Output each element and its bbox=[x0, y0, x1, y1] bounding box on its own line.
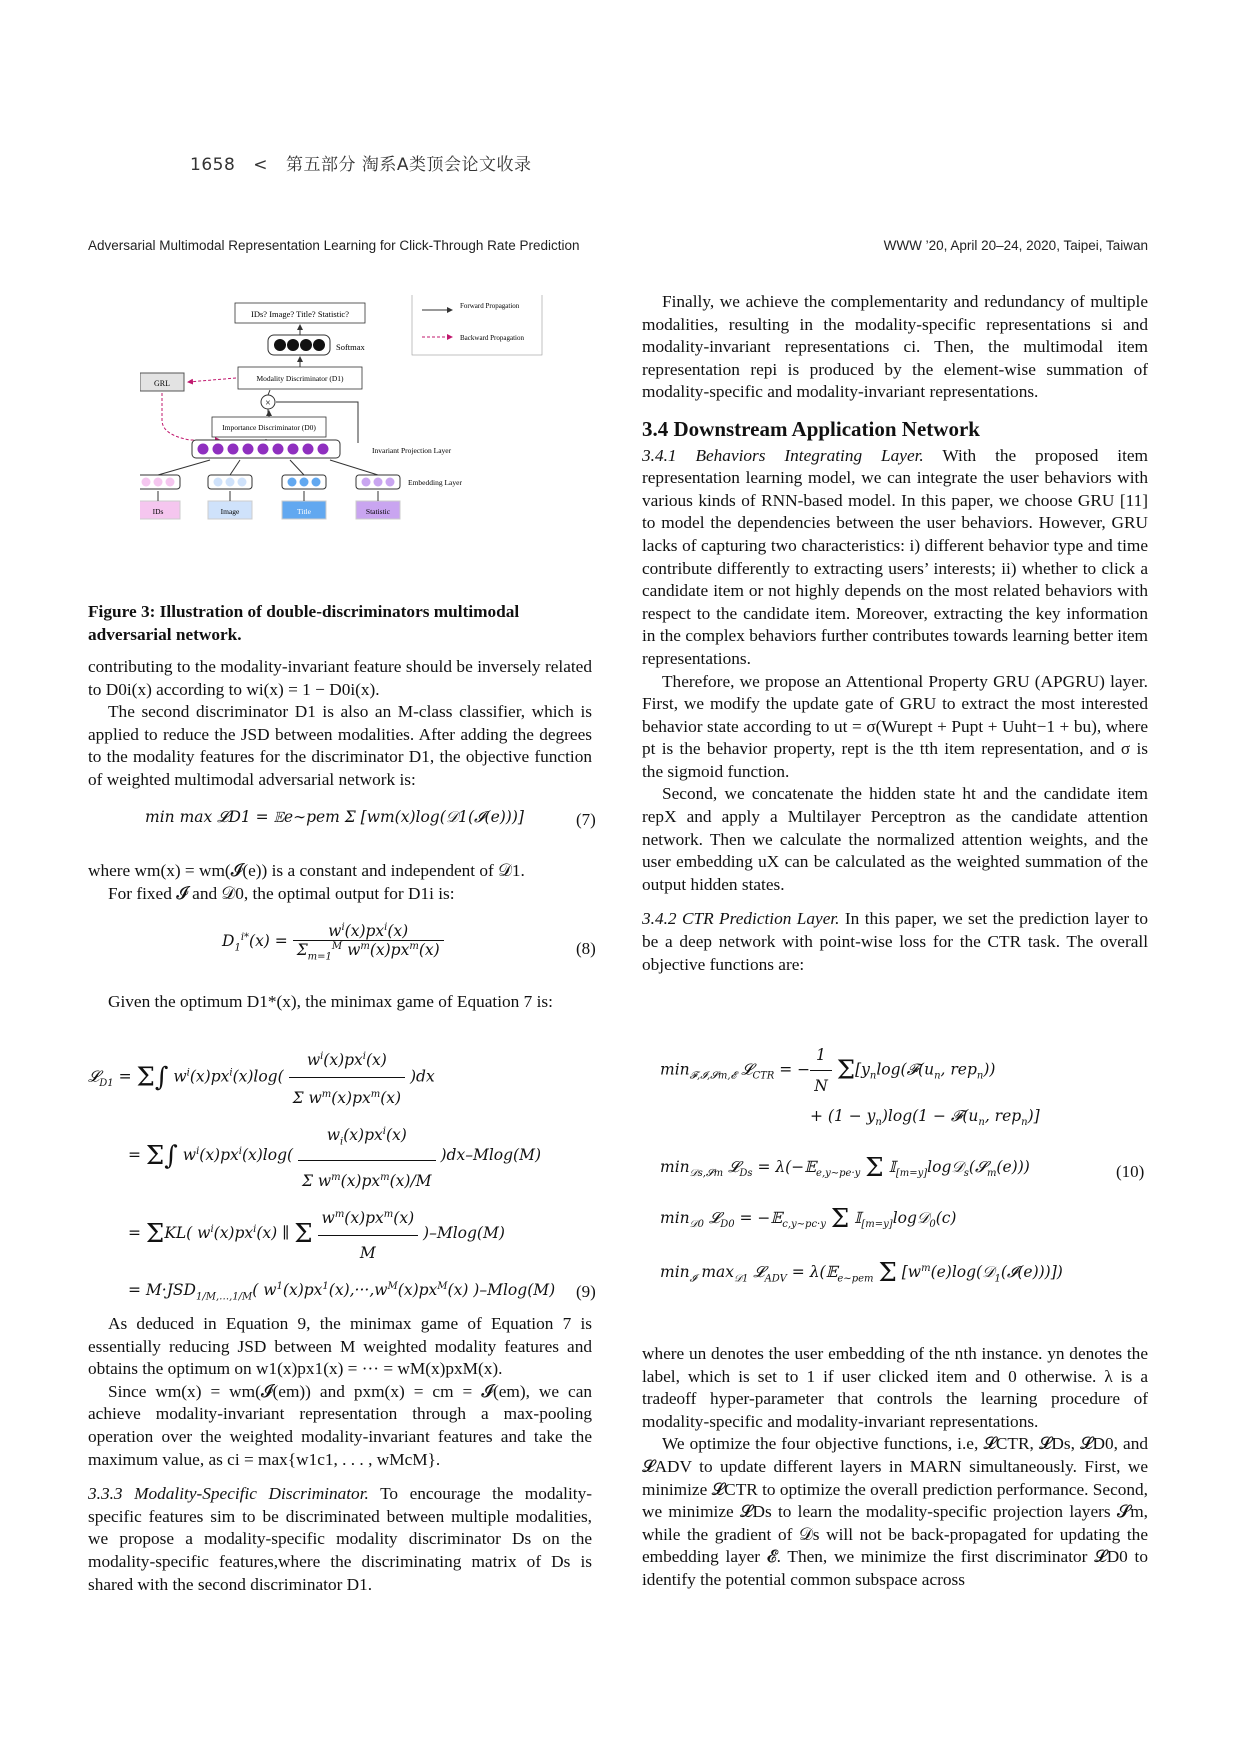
equation-8: $D_1^{i*}(x)$ = $\frac{w^i(x)px^i(x)}{\Sigma_{m=1}^M w^m(x)px^m(x)}$ bbox=[222, 922, 444, 962]
paragraph: We optimize the four objective functions, i.e, 𝓛CTR, 𝓛Ds, 𝓛D0, and 𝓛ADV to update different layers in MARN simultaneously. First, we minimize 𝓛CTR to optimize the overall prediction performance. Second, we minimize 𝓛Ds to learn the modality-specific projection layers 𝓢m, while the gradient of 𝒟s will not be back-propagated for updating the embedding layer 𝓔. Then, we minimize the first discriminator 𝓛D0 to identify the potential common subspace across bbox=[642, 1434, 1148, 1589]
left-column-mid bbox=[88, 860, 592, 905]
softmax-node bbox=[300, 339, 312, 351]
svg-text:×: × bbox=[265, 398, 271, 409]
equation-7: min max 𝓛D1 = 𝔼e∼pem Σ [wm(x)log(𝒟1(𝓘(e)))] bbox=[145, 808, 524, 826]
softmax-node bbox=[274, 339, 286, 351]
running-header-venue: WWW ’20, April 20–24, 2020, Taipei, Taiwan bbox=[883, 238, 1148, 253]
legend-forward-label: Forward Propagation bbox=[460, 302, 520, 310]
right-column-bottom bbox=[642, 1343, 1148, 1592]
equation-7-number: (7) bbox=[576, 810, 596, 829]
output-question-label: IDs? Image? Title? Statistic? bbox=[251, 309, 349, 319]
softmax-node bbox=[313, 339, 325, 351]
equation-9: 𝓛$_{D1}$ = Σ∫ $w^i(x)px^i(x)\log$( $\frac{w^i(x)px^i(x)}{\Sigma w^m(x)px^m(x)}$ )dx = Σ∫ $w^i(x)px^i(x)\log$( $\frac{w_i(x)px^i(x)}{\Sigma w^m(x)px^m(x)/M}$ )dx–Mlog(M) = ΣKL( $w^i(x)px^i(x)$ ∥ Σ $\frac{w^m(x)px^m(x)}{M}$ )–Mlog(M) = $M\cdot JSD_{1/M,\dots,1/M}$( $w^1(x)px^1(x),\cdot\cdot\cdot,w^M(x)px^M(x)$ )–Mlog(M) bbox=[88, 1040, 555, 1314]
figure-caption: Figure 3: Illustration of double-discriminators multimodal adversarial network. bbox=[88, 602, 520, 644]
equation-8-number: (8) bbox=[576, 939, 596, 958]
paragraph: For fixed 𝓘 and 𝒟0, the optimal output for D1i is: bbox=[108, 883, 455, 903]
equation-9-number: (9) bbox=[576, 1282, 596, 1301]
equation-10-number: (10) bbox=[1116, 1162, 1145, 1181]
embedding-layer-label: Embedding Layer bbox=[408, 478, 462, 487]
paragraph: As deduced in Equation 9, the minimax game of Equation 7 is essentially reducing JSD between M weighted modality features and obtains the optimum on w1(x)px1(x) = ··· = wM(x)pxM(x). bbox=[88, 1314, 592, 1379]
paragraph: The second discriminator D1 is also an M-class classifier, which is applied to reduce the JSD between modalities. After adding the degrees to the modality features for the discriminator D1, the objective function of weighted multimodal adversarial network is: bbox=[88, 702, 592, 789]
input-statistic: Statistic bbox=[365, 507, 391, 516]
paragraph: where wm(x) = wm(𝓘(e)) is a constant and independent of 𝒟1. bbox=[88, 861, 525, 880]
book-header bbox=[190, 150, 532, 175]
paragraph: Second, we concatenate the hidden state ht and the candidate item repX and apply a Multilayer Perceptron as the candidate attention network. Then we calculate the normalized attention weights, and the user embedding uX can be calculated as the weighted summation of the output hidden states. bbox=[642, 784, 1148, 894]
subsection-341: 3.4.1 Behaviors Integrating Layer. With the proposed item representation learning model, we can integrate the user behaviors with various kinds of RNN-based model. In this paper, we choose GRU [11] to model the dependencies between the user behaviors. However, GRU lacks of capturing two characteristics: i) different behavior type and time contribute differently to extracting users’ interests; ii) whether to click a candidate item or not highly depends on the most related behaviors with respect to the candidate item. Moreover, extracting the key information in the complex behaviors further contributes towards learning better item representations. bbox=[642, 445, 1148, 668]
left-column-bottom bbox=[88, 1313, 592, 1596]
paragraph: Given the optimum D1*(x), the minimax game of Equation 7 is: bbox=[108, 992, 553, 1011]
input-ids: IDs bbox=[152, 507, 164, 516]
legend-backward-label: Backward Propagation bbox=[460, 334, 524, 342]
modality-discriminator-label: Modality Discriminator (D1) bbox=[256, 374, 344, 383]
invariant-projection-label: Invariant Projection Layer bbox=[372, 446, 452, 455]
grl-label: GRL bbox=[154, 379, 170, 388]
chevron-left-icon: < bbox=[253, 155, 269, 175]
paragraph: contributing to the modality-invariant feature should be inversely related to D0i(x) according to wi(x) = 1 − D0i(x). bbox=[88, 657, 592, 699]
input-image: Image bbox=[220, 507, 240, 516]
equation-10: $\min_{𝓕,𝓘,𝓢m,𝓔}$ 𝓛$_{CTR}$ = − $\frac{1}{N}$ $\Sigma[y_n\log(𝓕(u_n$, rep$_n$)) + $(1 - y_n)\log(1$ − $𝓕(u_n$, rep$_n$)] $\min_{𝒟s,𝓢m}$ 𝓛$_{Ds}$ = λ(−𝔼$_{e,y\sim pe\cdot y}$ Σ 𝕀$_{[m=y]}$log𝒟$_s$(𝓢$_m$(e))) $\min_{𝒟0}$ 𝓛$_{D0}$ = −𝔼$_{c,y\sim pc\cdot y}$ Σ 𝕀$_{[m=y]}$log𝒟$_0$(c) $\min_𝓘 \max_{𝒟1}$ 𝓛$_{ADV}$ = λ(𝔼$_{e\sim pem}$ Σ $[w^m(e)\log(𝒟_1(𝓘(e)))]$) bbox=[660, 1040, 1063, 1295]
subsection-333: 3.3.3 Modality-Specific Discriminator. To encourage the modality-specific features sim to be discriminated between multiple modalities, we propose a modality-specific modality discriminator Ds on the modality-specific features,where the discriminating matrix of Ds is shared with the second discriminator D1. bbox=[88, 1484, 592, 1594]
paragraph: Therefore, we propose an Attentional Property GRU (APGRU) layer. First, we modify the update gate of GRU to extract the most interested behavior state according to ut = σ(Wurept + Pupt + Uuht−1 + bu), where pt is the behavior property, rept is the tth item representation, and σ is the sigmoid function. bbox=[642, 671, 1148, 781]
left-column-top bbox=[88, 656, 592, 792]
softmax-label: Softmax bbox=[336, 342, 365, 352]
input-title: Title bbox=[297, 507, 311, 516]
paragraph: Finally, we achieve the complementarity and redundancy of multiple modalities, resulting in the modality-specific representations si and modality-invariant representations ci. Then, the multimodal item representation repi is produced by the element-wise summation of modality-specific and modality-invariant representations. bbox=[642, 292, 1148, 402]
softmax-node bbox=[287, 339, 299, 351]
right-column-top bbox=[642, 291, 1148, 976]
paragraph: where un denotes the user embedding of the nth instance. yn denotes the label, which is set to 1 if user clicked item and 0 otherwise. λ is a tradeoff hyper-parameter that controls the learning procedure of modality-specific and modality-invariant representations. bbox=[642, 1344, 1148, 1431]
page-number: 1658 bbox=[190, 155, 236, 175]
figure-3-diagram bbox=[140, 295, 550, 585]
section-3-4-heading: 3.4 Downstream Application Network bbox=[642, 416, 980, 441]
left-column-given bbox=[88, 991, 592, 1014]
running-header-title: Adversarial Multimodal Representation Learning for Click-Through Rate Prediction bbox=[88, 238, 580, 253]
book-section-title: 第五部分 淘系A类顶会论文收录 bbox=[286, 155, 532, 175]
subsection-342: 3.4.2 CTR Prediction Layer. In this paper, we set the prediction layer to be a deep network with point-wise loss for the CTR task. The overall objective functions are: bbox=[642, 909, 1148, 974]
paragraph: Since wm(x) = wm(𝓘(em)) and pxm(x) = cm = 𝓘(em), we can achieve modality-invariant representation through a max-pooling operation over the weighted modality-invariant features and take the maximum value, as ci = max{w1c1, . . . , wMcM}. bbox=[88, 1381, 592, 1469]
importance-discriminator-label: Importance Discriminator (D0) bbox=[222, 423, 316, 432]
